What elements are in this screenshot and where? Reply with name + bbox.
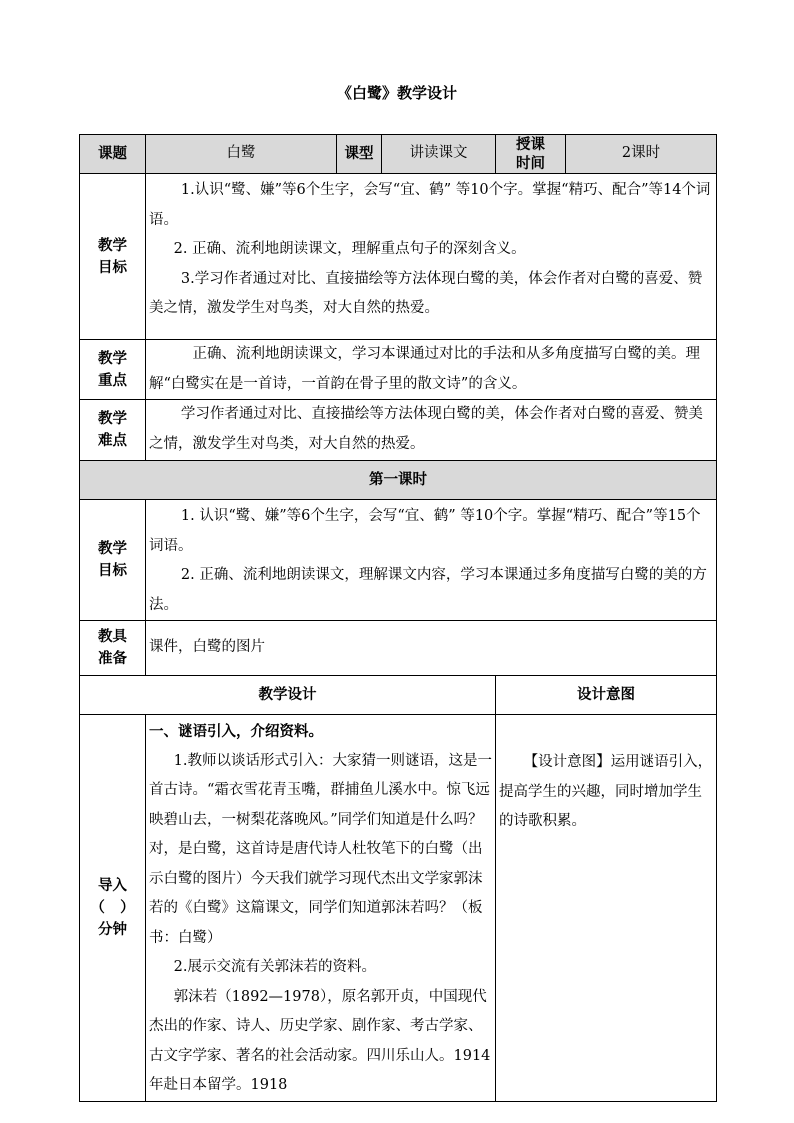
time-label-line-1: 授课	[516, 136, 545, 153]
intro-paragraph-2: 2.展示交流有关郭沫若的资料。	[173, 959, 376, 975]
lesson-goal-line-2: 2. 正确、流利地朗读课文，理解课文内容，学习本课通过多角度描写白鹭的美的方法。	[149, 567, 707, 613]
goals-row	[80, 174, 717, 340]
subject-label: 课题	[80, 135, 146, 174]
intro-section-title: 一、谜语引入，介绍资料。	[149, 723, 323, 740]
time-label	[496, 135, 566, 174]
intro-intent	[496, 715, 717, 1102]
lesson-heading-row	[80, 461, 717, 500]
lesson-goals-label-line-1: 教学	[98, 540, 127, 557]
tools-row	[80, 621, 717, 676]
lesson-goals-label-line-2: 目标	[98, 562, 127, 579]
intro-paragraph-3: 郭沫若（1892—1978），原名郭开贞，中国现代杰出的作家、诗人、历史学家、剧作家、考古学家、古文字学家、著名的社会活动家。四川乐山人。1914年赴日本留学。1918	[149, 988, 491, 1093]
intro-label-paren	[80, 897, 145, 919]
subject-value: 白鹭	[146, 135, 337, 174]
lesson-goal-line-1: 1. 认识“鹭、嫌”等6个生字，会写“宜、鹤” 等10个字。掌握“精巧、配合”等15个词语。	[149, 508, 701, 554]
key-points-label	[80, 340, 146, 400]
type-label: 课型	[337, 135, 382, 174]
tools-text: 课件，白鹭的图片	[149, 639, 265, 656]
goal-line-1: 1.认识“鹭、嫌”等6个生字，会写“宜、鹤” 等10个字。掌握“精巧、配合”等14个词语。	[149, 182, 711, 228]
intro-label	[80, 715, 146, 1102]
document-title: 《白鹭》教学设计	[336, 84, 457, 102]
tools-label	[80, 621, 146, 676]
type-value: 讲读课文	[382, 135, 496, 174]
lesson-goals-content	[146, 500, 717, 621]
difficulties-row	[80, 400, 717, 461]
lesson-goals-row	[80, 500, 717, 621]
intro-label-line-3: 分钟	[98, 920, 127, 938]
key-points-content	[146, 340, 717, 400]
key-points-label-line-2: 重点	[98, 371, 127, 389]
design-col-heading: 教学设计	[80, 676, 496, 715]
goal-line-3: 3.学习作者通过对比、直接描绘等方法体现白鹭的美，体会作者对白鹭的喜爱、赞美之情，激发学生对鸟类，对大自然的热爱。	[149, 270, 703, 316]
goals-label-line-1: 教学	[98, 236, 127, 254]
lesson-plan-table	[79, 134, 717, 1102]
design-header-row	[80, 676, 717, 715]
difficulties-label-line-2: 难点	[98, 432, 127, 449]
goal-line-2: 2. 正确、流利地朗读课文，理解重点句子的深刻含义。	[173, 241, 526, 257]
key-points-row	[80, 340, 717, 400]
key-points-text: 正确、流利地朗读课文，学习本课通过对比的手法和从多角度描写白鹭的美。理解“白鹭实在是一首诗，一首韵在骨子里的散文诗”的含义。	[149, 346, 700, 392]
difficulties-label-line-1: 教学	[98, 410, 127, 427]
time-value: 2课时	[566, 135, 717, 174]
lesson-heading: 第一课时	[80, 461, 717, 500]
goals-label-line-2: 目标	[98, 258, 127, 276]
intro-row	[80, 715, 717, 1102]
intro-content	[146, 715, 496, 1102]
intro-intent-text: 【设计意图】运用谜语引入，提高学生的兴趣，同时增加学生的诗歌积累。	[499, 754, 713, 829]
difficulties-text: 学习作者通过对比、直接描绘等方法体现白鹭的美，体会作者对白鹭的喜爱、赞美之情，激发学生对鸟类，对大自然的热爱。	[149, 406, 703, 452]
tools-content	[146, 621, 717, 676]
tools-label-line-2: 准备	[98, 650, 127, 667]
tools-label-line-1: 教具	[98, 628, 127, 645]
intro-label-line-1: 导入	[98, 876, 127, 894]
difficulties-content	[146, 400, 717, 461]
goals-label	[80, 174, 146, 340]
intro-paragraph-1: 1.教师以谈话形式引入：大家猜一则谜语，这是一首古诗。“霜衣雪花青玉嘴，群捕鱼儿溪水中。惊飞远映碧山去，一树梨花落晚风。”同学们知道是什么吗？对，是白鹭，这首诗是唐代诗人杜牧笔下的白鹭（出示白鹭的图片）今天我们就学习现代杰出文学家郭沫若的《白鹭》这篇课文，同学们知道郭沫若吗？（板书：白鹭）	[149, 752, 492, 946]
intent-col-heading: 设计意图	[496, 676, 717, 715]
lesson-goals-label	[80, 500, 146, 621]
time-label-line-2: 时间	[516, 155, 545, 172]
intro-paren-close: ）	[120, 898, 135, 916]
header-row	[80, 135, 717, 174]
difficulties-label	[80, 400, 146, 461]
goals-content	[146, 174, 717, 340]
intro-paren-open: （	[90, 898, 105, 916]
key-points-label-line-1: 教学	[98, 349, 127, 367]
